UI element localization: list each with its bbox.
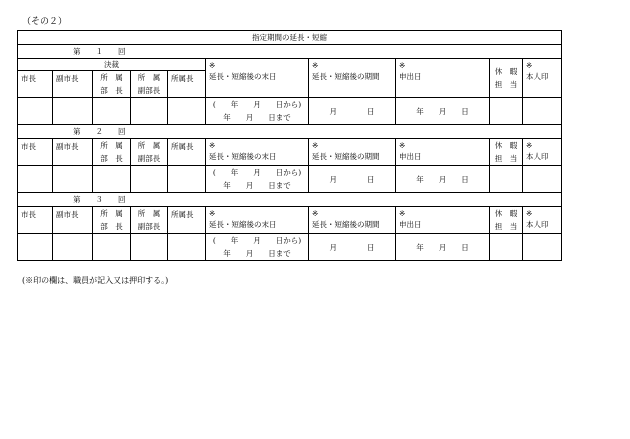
dept-head-cell[interactable] xyxy=(93,234,131,261)
dept-head-header: 所 属 部 長 xyxy=(93,71,131,98)
section-chief-cell[interactable] xyxy=(168,234,206,261)
dept-head-header: 所 属 部 長 xyxy=(93,139,131,166)
mayor-cell[interactable] xyxy=(18,98,53,125)
section-chief-header: 所属長 xyxy=(168,207,206,234)
round-2-label: 第 ２ 回 xyxy=(18,125,562,139)
period-cell[interactable]: 月 日 xyxy=(309,98,396,125)
period-header: ※ 延長・短縮後の期間 xyxy=(309,139,396,166)
dept-vice-cell[interactable] xyxy=(131,166,168,193)
section-chief-header: 所属長 xyxy=(168,71,206,98)
form-title: 指定期間の延長・短縮 xyxy=(18,31,562,45)
end-date-cell[interactable]: ( 年 月 日から) 年 月 日まで xyxy=(206,166,309,193)
decision-header: 決裁 xyxy=(18,59,206,71)
vice-mayor-cell[interactable] xyxy=(53,234,93,261)
apply-date-header: ※ 申出日 xyxy=(396,207,490,234)
dept-head-header: 所 属 部 長 xyxy=(93,207,131,234)
seal-cell[interactable] xyxy=(523,166,562,193)
apply-date-header: ※ 申出日 xyxy=(396,139,490,166)
period-cell[interactable]: 月 日 xyxy=(309,166,396,193)
dept-vice-header: 所 属 副部長 xyxy=(131,139,168,166)
period-cell[interactable]: 月 日 xyxy=(309,234,396,261)
mayor-header: 市長 xyxy=(18,71,53,98)
dept-vice-cell[interactable] xyxy=(131,234,168,261)
seal-header: ※ 本人印 xyxy=(523,139,562,166)
apply-date-header: ※ 申出日 xyxy=(396,59,490,98)
dept-vice-header: 所 属 副部長 xyxy=(131,71,168,98)
extension-form-table xyxy=(17,30,562,261)
seal-cell[interactable] xyxy=(523,234,562,261)
period-header: ※ 延長・短縮後の期間 xyxy=(309,207,396,234)
vice-mayor-cell[interactable] xyxy=(53,98,93,125)
dept-vice-header: 所 属 副部長 xyxy=(131,207,168,234)
seal-header: ※ 本人印 xyxy=(523,207,562,234)
leave-staff-header: 休 暇 担 当 xyxy=(490,139,523,166)
section-chief-cell[interactable] xyxy=(168,98,206,125)
mayor-header: 市長 xyxy=(18,139,53,166)
section-chief-header: 所属長 xyxy=(168,139,206,166)
end-date-cell[interactable]: ( 年 月 日から) 年 月 日まで xyxy=(206,98,309,125)
end-date-header: ※ 延長・短縮後の末日 xyxy=(206,207,309,234)
vice-mayor-header: 副市長 xyxy=(53,71,93,98)
leave-staff-header: 休 暇 担 当 xyxy=(490,59,523,98)
end-date-cell[interactable]: ( 年 月 日から) 年 月 日まで xyxy=(206,234,309,261)
apply-date-cell[interactable]: 年 月 日 xyxy=(396,234,490,261)
vice-mayor-header: 副市長 xyxy=(53,139,93,166)
vice-mayor-header: 副市長 xyxy=(53,207,93,234)
dept-head-cell[interactable] xyxy=(93,166,131,193)
dept-vice-cell[interactable] xyxy=(131,98,168,125)
leave-staff-cell[interactable] xyxy=(490,234,523,261)
apply-date-cell[interactable]: 年 月 日 xyxy=(396,98,490,125)
footnote: (※印の欄は、職員が記入又は押印する。) xyxy=(22,276,169,285)
seal-cell[interactable] xyxy=(523,98,562,125)
apply-date-cell[interactable]: 年 月 日 xyxy=(396,166,490,193)
leave-staff-header: 休 暇 担 当 xyxy=(490,207,523,234)
leave-staff-cell[interactable] xyxy=(490,98,523,125)
dept-head-cell[interactable] xyxy=(93,98,131,125)
period-header: ※ 延長・短縮後の期間 xyxy=(309,59,396,98)
mayor-cell[interactable] xyxy=(18,166,53,193)
end-date-header: ※ 延長・短縮後の末日 xyxy=(206,139,309,166)
leave-staff-cell[interactable] xyxy=(490,166,523,193)
vice-mayor-cell[interactable] xyxy=(53,166,93,193)
round-1-label: 第 １ 回 xyxy=(18,45,562,59)
end-date-header: ※ 延長・短縮後の末日 xyxy=(206,59,309,98)
mayor-cell[interactable] xyxy=(18,234,53,261)
round-3-label: 第 ３ 回 xyxy=(18,193,562,207)
mayor-header: 市長 xyxy=(18,207,53,234)
section-chief-cell[interactable] xyxy=(168,166,206,193)
seal-header: ※ 本人印 xyxy=(523,59,562,98)
page-subtitle: （その２） xyxy=(22,17,68,27)
